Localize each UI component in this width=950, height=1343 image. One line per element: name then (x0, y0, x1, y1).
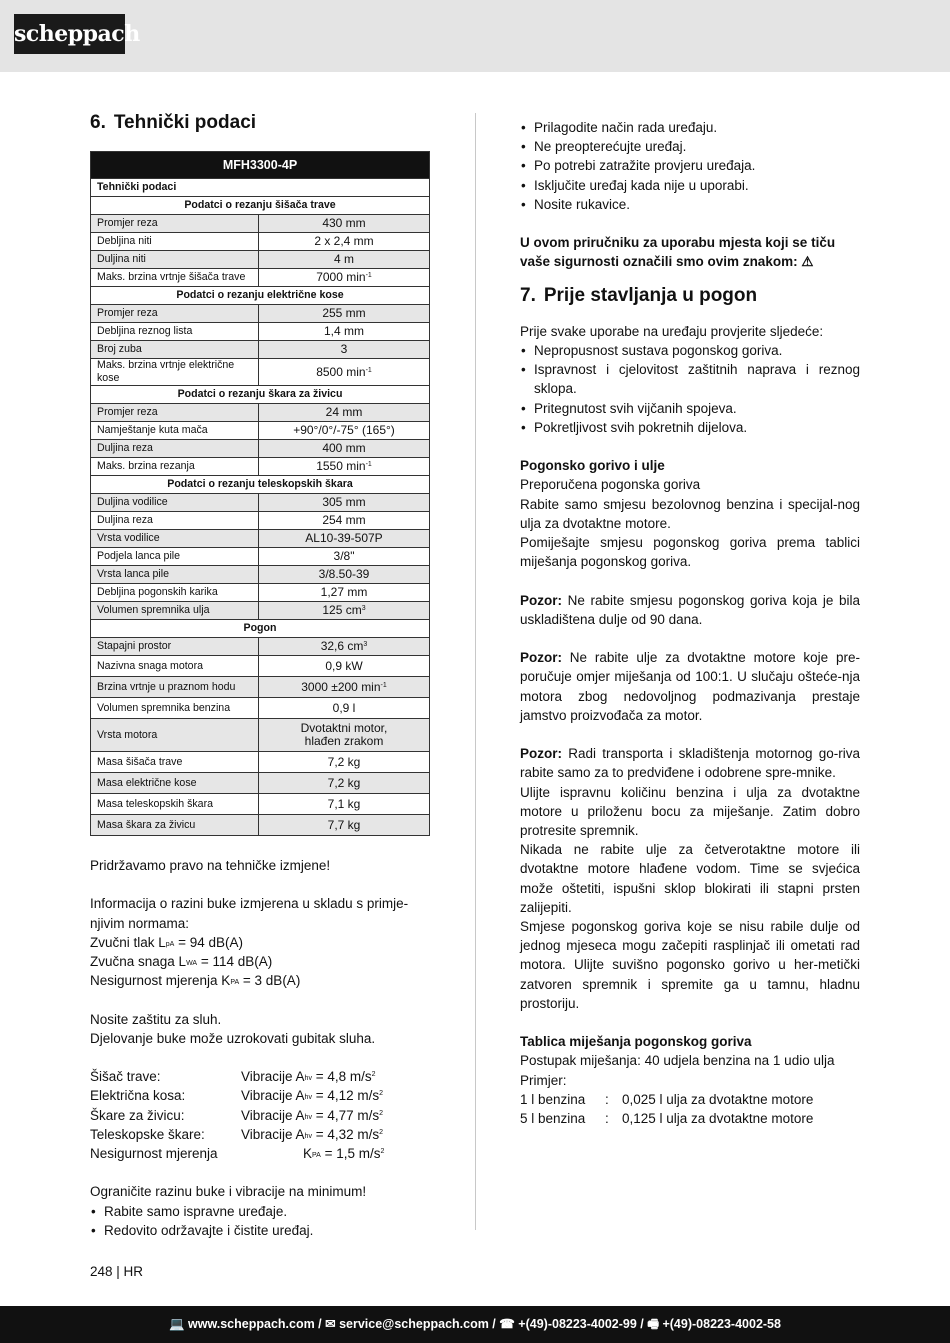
noise-vibration-info (90, 856, 430, 1240)
attention-paragraph: Pozor: Ne rabite ulje za dvotaktne motore koje pre-poručuje omjer miješanja od 100:1. U slučaju ošteće-nja motora zbog nedovoljnog podmazivanja prestaje jamstvo proizvođača za motor. (520, 650, 860, 723)
safety-note: U ovom priručniku za uporabu mjesta koji se tiču vaše sigurnosti označili smo ovim znakom: ⚠ (520, 235, 836, 270)
table-row: Masa teleskopskih škara 7,1 kg (91, 794, 430, 815)
scheppach-logo: scheppach (14, 14, 125, 54)
list-item: • Nepropusnost sustava pogonskog goriva. (520, 341, 860, 360)
list-item: • Nosite rukavice. (520, 195, 860, 214)
mix-row: 1 l benzina : 0,025 l ulja za dvotaktne motore (520, 1091, 814, 1107)
table-row: Debljina reznog lista 1,4 mm (91, 323, 430, 341)
table-section: Podatci o rezanju električne kose (91, 287, 430, 305)
list-item: • Isključite uređaj kada nije u uporabi. (520, 176, 860, 195)
table-section: Podatci o rezanju teleskopskih škara (91, 476, 430, 494)
table-row: Promjer reza 24 mm (91, 404, 430, 422)
table-row: Vrsta lanca pile 3/8.50-39 (91, 566, 430, 584)
section-7-heading: 7. Prije stavljanja u pogon (520, 284, 758, 306)
reserve-note: Pridržavamo pravo na tehničke izmjene! (90, 858, 331, 873)
table-row: Maks. brzina rezanja 1550 $\min^{-1}$ (91, 458, 430, 476)
table-row: Debljina niti 2 x 2,4 mm (91, 233, 430, 251)
table-section: Pogon (91, 620, 430, 638)
list-item: • Pritegnutost svih vijčanih spojeva. (520, 399, 860, 418)
list-item: • Prilagodite način rada uređaju. (520, 118, 860, 137)
ear-protection-note: Nosite zaštitu za sluh. (90, 1011, 222, 1027)
fuel-paragraph: Pomiješajte smjesu pogonskog goriva prema tablici miješanja pogonskog goriva. (520, 535, 860, 570)
list-item: • Pokretljivost svih pokretnih dijelova. (520, 418, 860, 437)
measurement-uncertainty: Nesigurnost mjerenja $K_{PA} = 3$ dB(A) (90, 973, 301, 989)
table-row: Duljina vodilice 305 mm (91, 494, 430, 512)
right-column (520, 118, 860, 1128)
noise-intro: Informacija o razini buke izmjerena u skladu s primje-njivim normama: (90, 896, 409, 931)
attention-paragraph: Pozor: Radi transporta i skladištenja motornog go-riva rabite samo za to predviđene i odobrene spre-mnike. (520, 746, 860, 781)
section-6-heading: 6. Tehnički podaci (90, 112, 257, 133)
list-item: • Ispravnost i cjelovitost zaštitnih naprava i reznog sklopa. (520, 360, 860, 398)
table-row: Vrsta vodilice AL10-39-507P (91, 530, 430, 548)
table-row: Podjela lanca pile 3/8" (91, 548, 430, 566)
table-row: Maks. brzina vrtnje električne kose 8500 $\min^{-1}$ (91, 359, 430, 386)
vibration-row: Električna kosa: Vibracije $A_{hv} = 4,12$ $m/s^2$ (90, 1088, 384, 1104)
mix-paragraph: Postupak miješanja: 40 udjela benzina na 1 udio ulja (520, 1053, 835, 1069)
vibration-row: Šišač trave: Vibracije $A_{hv} = 4,8$ $m/s^2$ (90, 1069, 376, 1085)
list-item: • Rabite samo ispravne uređaje. (90, 1202, 430, 1221)
column-divider (475, 113, 476, 1230)
check-intro: Prije svake uporabe na uređaju provjerite sljedeće: (520, 323, 824, 339)
fuel-paragraph: Preporučena pogonska goriva (520, 477, 701, 493)
table-row: Brzina vrtnje u praznom hodu 3000 ±200 $\min^{-1}$ (91, 677, 430, 698)
table-section: Podatci o rezanju šišača trave (91, 197, 430, 215)
list-item: • Redovito održavajte i čistite uređaj. (90, 1221, 430, 1240)
fuel-paragraph: Rabite samo smjesu bezolovnog benzina i specijal-nog ulja za dvotaktne motore. (520, 496, 860, 531)
list-item: • Po potrebi zatražite provjeru uređaja. (520, 156, 860, 175)
table-row: Masa električne kose 7,2 kg (91, 773, 430, 794)
table-row: Debljina pogonskih karika 1,27 mm (91, 584, 430, 602)
mix-paragraph: Primjer: (520, 1072, 567, 1088)
mix-heading: Tablica miješanja pogonskog goriva (520, 1034, 752, 1050)
technical-data-table (90, 151, 430, 836)
table-row: Duljina reza 254 mm (91, 512, 430, 530)
table-row: Duljina niti 4 m (91, 251, 430, 269)
table-row: Masa šišača trave 7,2 kg (91, 752, 430, 773)
limit-note: Ograničite razinu buke i vibracije na minimum! (90, 1184, 367, 1200)
table-row: Masa škara za živicu 7,7 kg (91, 815, 430, 836)
vibration-row: Teleskopske škare: Vibracije $A_{hv} = 4,32$ $m/s^2$ (90, 1126, 384, 1142)
table-row: Promjer reza 255 mm (91, 305, 430, 323)
list-item: • Ne preopterećujte uređaj. (520, 137, 860, 156)
table-row: Volumen spremnika benzina 0,9 l (91, 698, 430, 719)
table-heading: Tehnički podaci (91, 179, 430, 197)
table-row: Volumen spremnika ulja 125 $cm^3$ (91, 602, 430, 620)
table-section: Podatci o rezanju škara za živicu (91, 386, 430, 404)
fuel-paragraph: Ulijte ispravnu količinu benzina i ulja za dvotaktne motore u priloženu bocu za miješanje. Zatim dobro protresite spremnik. (520, 784, 860, 839)
mix-row: 5 l benzina : 0,125 l ulja za dvotaktne motore (520, 1111, 814, 1127)
model-name: MFH3300-4P (91, 152, 430, 179)
vibration-row: Škare za živicu: Vibracije $A_{hv} = 4,77$ $m/s^2$ (90, 1107, 384, 1123)
vibration-uncertainty-row: Nesigurnost mjerenja $K_{PA} = 1,5$ $m/s^2$ (90, 1146, 385, 1161)
sound-power: Zvučna snaga $L_{WA} = 114$ dB(A) (90, 954, 273, 969)
fuel-paragraph: Nikada ne rabite ulje za četverotaktne motore ili dvotaktne motore hlađene vodom. Time se svjećica može oštetiti, ispušni sklop blokirati ili stapni prsten zalijepiti. (520, 842, 860, 915)
page-header (0, 0, 950, 72)
sound-pressure: Zvučni tlak $L_{pA} = 94$ dB(A) (90, 934, 244, 950)
table-row: Broj zuba 3 (91, 341, 430, 359)
table-row: Promjer reza 430 mm (91, 215, 430, 233)
fuel-heading: Pogonsko gorivo i ulje (520, 458, 665, 474)
table-row: Vrsta motora Dvotaktni motor, hlađen zrakom (91, 719, 430, 752)
table-row: Duljina reza 400 mm (91, 440, 430, 458)
fuel-paragraph: Smjese pogonskog goriva koje se nisu rabile dulje od jednog mjeseca mogu začepiti rasplinjač ili ometati rad motora. Ulijte suvišno pogonsko gorivo u her-metički zatvoren spremnik i spremite ga u tamnu, hladnu prostoriju. (520, 919, 860, 1011)
table-row: Stapajni prostor 32,6 $cm^3$ (91, 638, 430, 656)
page-number: 248 | HR (90, 1264, 144, 1279)
attention-paragraph: Pozor: Ne rabite smjesu pogonskog goriva koja je bila uskladištena dulje od 90 dana. (520, 592, 860, 627)
table-row: Maks. brzina vrtnje šišača trave 7000 $\min^{-1}$ (91, 269, 430, 287)
table-row: Namještanje kuta mača +90°/0°/-75° (165°) (91, 422, 430, 440)
left-column (90, 112, 430, 1240)
hearing-loss-note: Djelovanje buke može uzrokovati gubitak sluha. (90, 1030, 376, 1046)
table-row: Nazivna snaga motora 0,9 kW (91, 656, 430, 677)
page-footer: 💻 www.scheppach.com / ✉ service@scheppach.com / ☎ +(49)-08223-4002-99 / 🖷 +(49)-08223-4002-58 (0, 1306, 950, 1343)
